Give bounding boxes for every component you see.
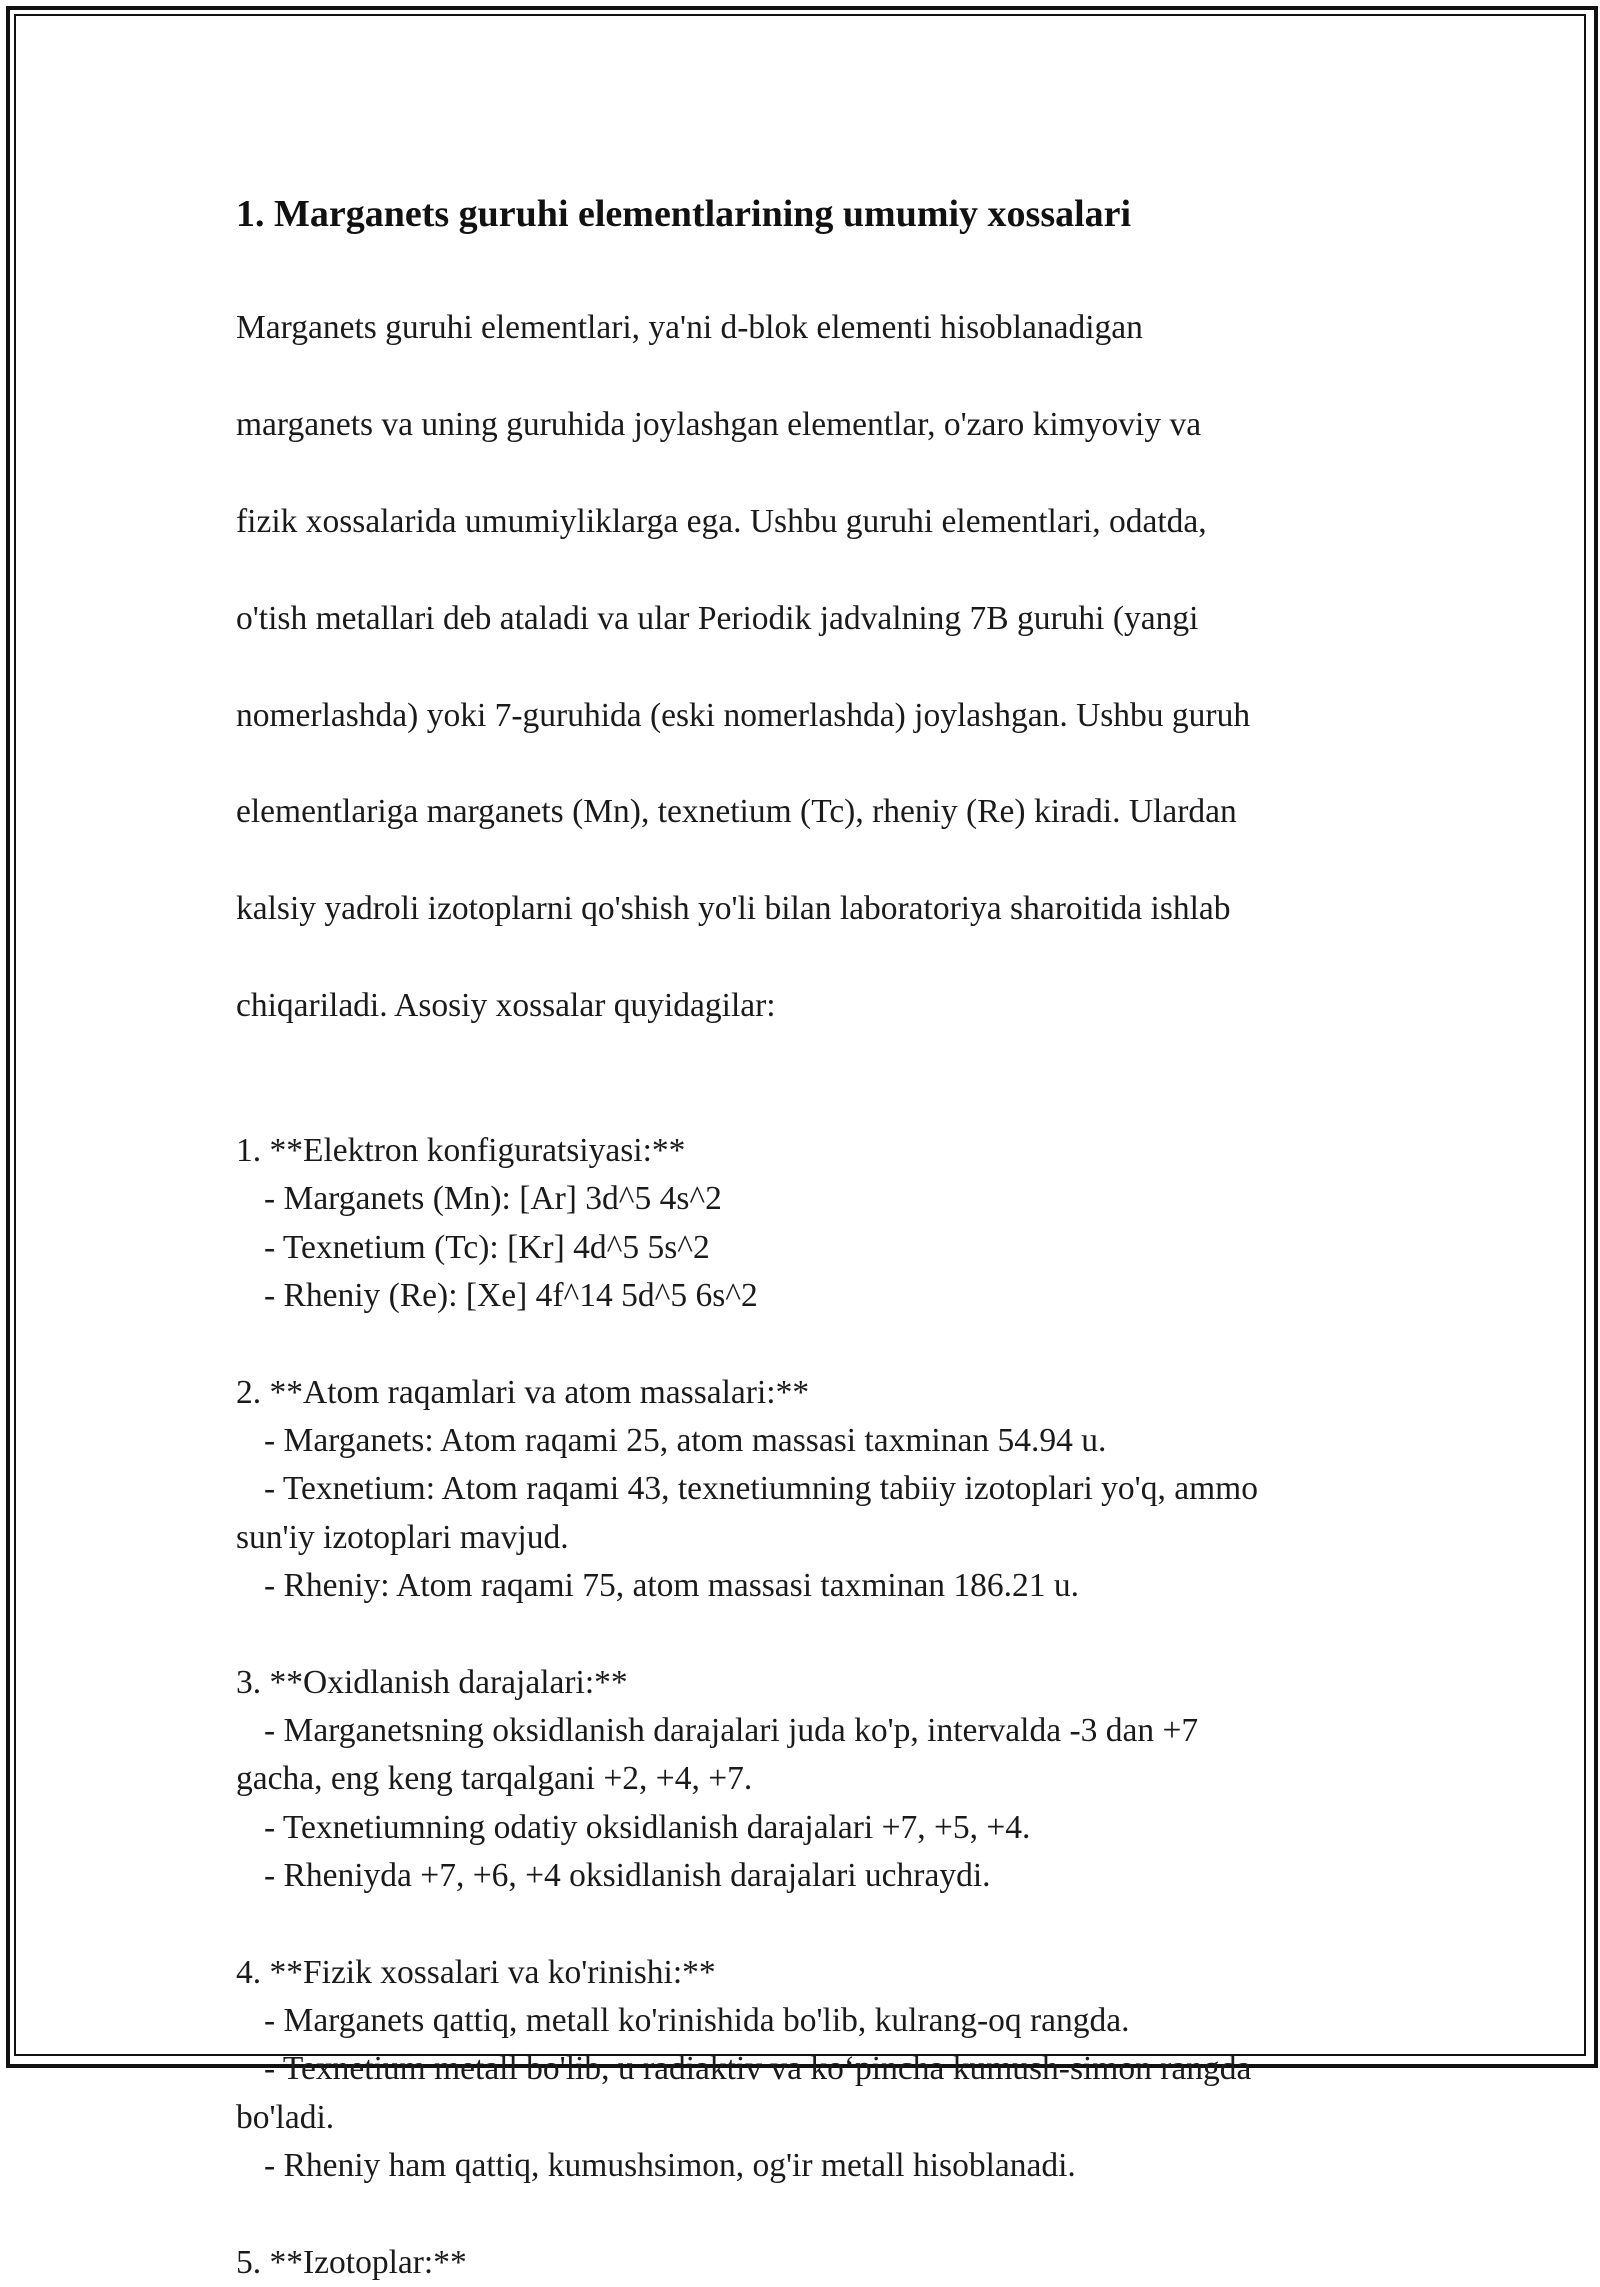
line-text: - Rheniy: Atom raqami 75, atom massasi taxminan 186.21 u. (264, 1567, 1080, 1605)
intro-line: elementlariga marganets (Mn), texnetium (Tc), rheniy (Re) kiradi. Ulardan (236, 793, 1237, 831)
section-line (236, 1175, 1376, 1223)
line-text: - Marganets: Atom raqami 25, atom massasi taxminan 54.94 u. (264, 1421, 1107, 1459)
line-text: - Rheniyda +7, +6, +4 oksidlanish darajalari uchraydi. (264, 1857, 991, 1895)
line-text: bo'ladi. (236, 2098, 335, 2136)
section-3 (236, 1659, 1376, 1901)
document-page (236, 186, 1376, 2287)
section-line (236, 1997, 1376, 2045)
section-heading: 5. **Izotoplar:** (236, 2243, 467, 2281)
intro-line: Marganets guruhi elementlari, ya'ni d-blok elementi hisoblanadigan (236, 309, 1143, 347)
intro-paragraph (236, 256, 1376, 1079)
intro-line: nomerlashda) yoki 7-guruhida (eski nomerlashda) joylashgan. Ushbu guruh (236, 696, 1251, 734)
line-text: - Marganets (Mn): [Ar] 3d^5 4s^2 (264, 1180, 722, 1218)
section-2 (236, 1369, 1376, 1611)
section-line (236, 1852, 1376, 1900)
intro-line: kalsiy yadroli izotoplarni qo'shish yo'li bilan laboratoriya sharoitida ishlab (236, 890, 1231, 928)
section-line (236, 1465, 1376, 1513)
section-5 (236, 2239, 1376, 2287)
intro-line: marganets va uning guruhida joylashgan elementlar, o'zaro kimyoviy va (236, 406, 1202, 444)
line-text: - Rheniy (Re): [Xe] 4f^14 5d^5 6s^2 (264, 1277, 758, 1315)
section-line (236, 1272, 1376, 1320)
section-heading: 4. **Fizik xossalari va ko'rinishi:** (236, 1953, 716, 1991)
line-text: - Marganets qattiq, metall ko'rinishida bo'lib, kulrang-oq rangda. (264, 2002, 1130, 2039)
line-text: - Texnetium metall bo'lib, u radiaktiv va ko‘pincha kumush-simon rangda (264, 2050, 1252, 2088)
sections-list (236, 1127, 1376, 2287)
line-text: sun'iy izotoplari mavjud. (236, 1518, 569, 1556)
section-1 (236, 1127, 1376, 1321)
section-line (236, 1804, 1376, 1852)
section-heading: 1. **Elektron konfiguratsiyasi:** (236, 1131, 686, 1169)
line-text: - Texnetium (Tc): [Kr] 4d^5 5s^2 (264, 1228, 710, 1266)
section-heading: 2. **Atom raqamlari va atom massalari:** (236, 1373, 810, 1411)
section-line (236, 1755, 1376, 1803)
section-line (236, 1224, 1376, 1272)
intro-line: o'tish metallari deb ataladi va ular Periodik jadvalning 7B guruhi (yangi (236, 599, 1199, 637)
section-line (236, 1514, 1376, 1562)
intro-line: fizik xossalarida umumiyliklarga ega. Ushbu guruhi elementlari, odatda, (236, 503, 1207, 541)
line-text: gacha, eng keng tarqalgani +2, +4, +7. (236, 1760, 753, 1798)
section-line (236, 1417, 1376, 1465)
section-heading: 3. **Oxidlanish darajalari:** (236, 1663, 628, 1701)
line-text: - Rheniy ham qattiq, kumushsimon, og'ir metall hisoblanadi. (264, 2147, 1076, 2185)
line-text: - Marganetsning oksidlanish darajalari juda ko'p, intervalda -3 dan +7 (264, 1711, 1199, 1749)
intro-line: chiqariladi. Asosiy xossalar quyidagilar: (236, 987, 776, 1025)
line-text: - Texnetiumning odatiy oksidlanish darajalari +7, +5, +4. (264, 1808, 1031, 1846)
section-line (236, 2142, 1376, 2190)
document-title: 1. Marganets guruhi elementlarining umumiy xossalari (236, 193, 1132, 235)
section-line (236, 1562, 1376, 1610)
line-text: - Texnetium: Atom raqami 43, texnetiumning tabiiy izotoplari yo'q, ammo (264, 1470, 1258, 1508)
section-line (236, 1707, 1376, 1755)
section-line (236, 2094, 1376, 2142)
